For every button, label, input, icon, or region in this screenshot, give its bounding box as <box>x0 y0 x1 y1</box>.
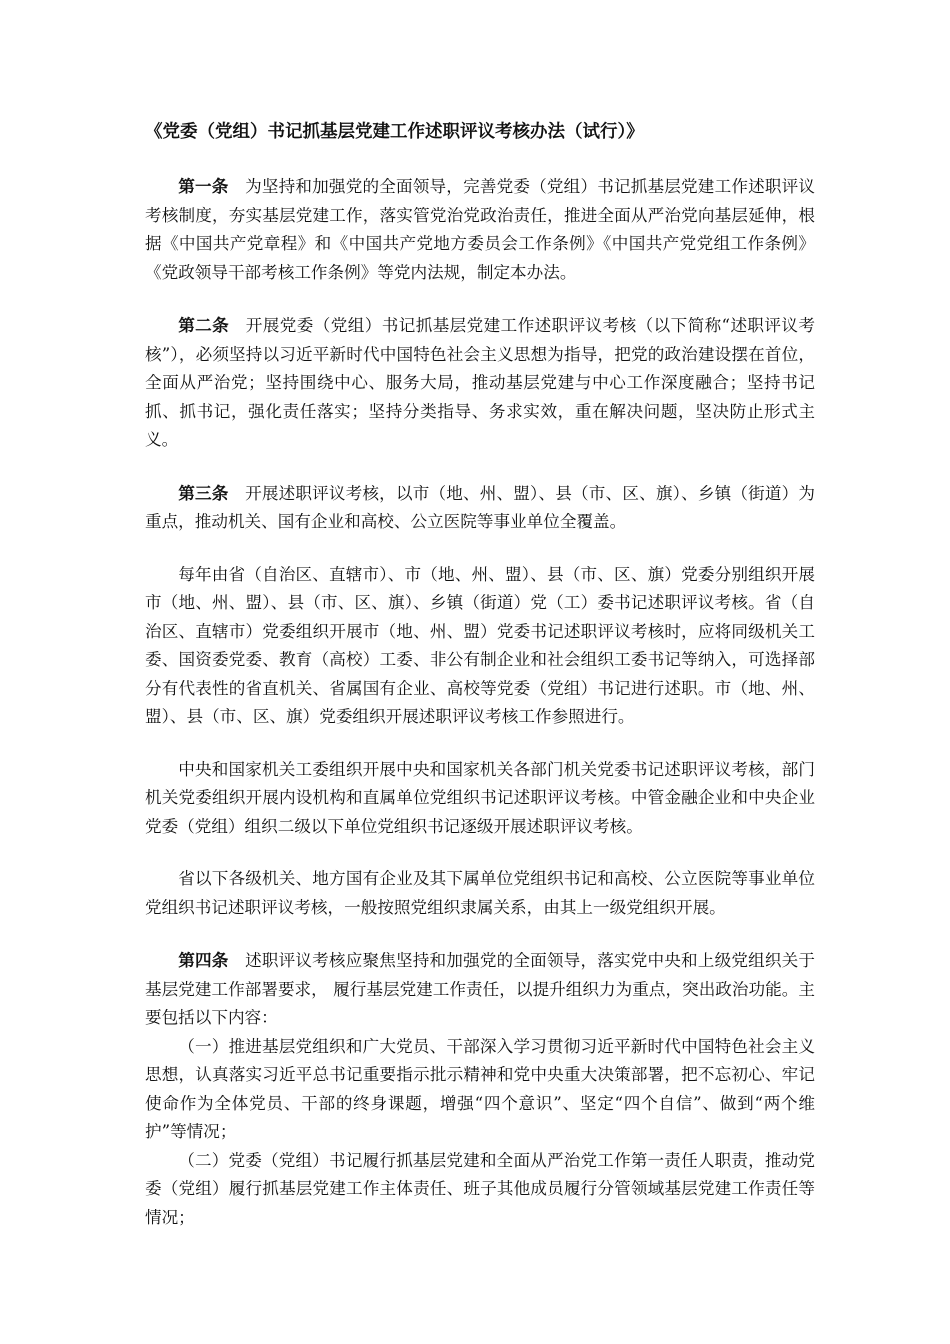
article-1-label: 第一条 <box>178 176 229 196</box>
article-1 <box>145 172 815 287</box>
article-2 <box>145 311 815 455</box>
article-4-item-1: （一）推进基层党组织和广大党员、干部深入学习贯彻习近平新时代中国特色社会主义思想，认真落实习近平总书记重要指示批示精神和党中央重大决策部署，把不忘初心、牢记使命作为全体党员、干部的终身课题，增强“四个意识”、坚定“四个自信”、做到“两个维护”等情况； <box>145 1036 815 1141</box>
article-4-text: 述职评议考核应聚焦坚持和加强党的全面领导，落实党中央和上级党组织关于基层党建工作部署要求， 履行基层党建工作责任，以提升组织力为重点，突出政治功能。主要包括以下内容： <box>145 951 816 1027</box>
article-4 <box>145 946 815 1033</box>
article-2-label: 第二条 <box>178 315 230 335</box>
paragraph-provincial: 每年由省（自治区、直辖市）、市（地、州、盟）、县（市、区、旗）党委分别组织开展市（地、州、盟）、县（市、区、旗）、乡镇（街道）党（工）委书记述职评议考核。省（自治区、直辖市）党委组织开展市（地、州、盟）党委书记述职评议考核时，应将同级机关工委、国资委党委、教育（高校）工委、非公有制企业和社会组织工委书记等纳入，可选择部分有代表性的省直机关、省属国有企业、高校等党委（党组）书记进行述职。市（地、州、盟）、县（市、区、旗）党委组织开展述职评议考核工作参照进行。 <box>145 564 815 726</box>
article-4-item-2: （二）党委（党组）书记履行抓基层党建和全面从严治党工作第一责任人职责，推动党委（党组）履行抓基层党建工作主体责任、班子其他成员履行分管领域基层党建工作责任等情况； <box>145 1150 815 1227</box>
article-3 <box>145 479 815 537</box>
article-4-label: 第四条 <box>178 950 229 970</box>
document-title: 《党委（党组）书记抓基层党建工作述职评议考核办法（试行）》 <box>145 122 644 142</box>
paragraph-central: 中央和国家机关工委组织开展中央和国家机关各部门机关党委书记述职评议考核，部门机关党委组织开展内设机构和直属单位党组织书记述职评议考核。中管金融企业和中央企业党委（党组）组织二级以下单位党组织书记逐级开展述职评议考核。 <box>145 759 815 836</box>
article-1-text: 为坚持和加强党的全面领导，完善党委（党组）书记抓基层党建工作述职评议考核制度，夯实基层党建工作，落实管党治党政治责任，推进全面从严治党向基层延伸，根据《中国共产党章程》和《中国共产党地方委员会工作条例》《中国共产党党组工作条例》《党政领导干部考核工作条例》等党内法规，制定本办法。 <box>145 177 816 282</box>
article-3-label: 第三条 <box>178 482 229 503</box>
document-page <box>145 118 815 1232</box>
paragraph-local: 省以下各级机关、地方国有企业及其下属单位党组织书记和高校、公立医院等事业单位党组织书记述职评议考核，一般按照党组织隶属关系，由其上一级党组织开展。 <box>145 869 815 917</box>
article-2-text: 开展党委（党组）书记抓基层党建工作述职评议考核（以下简称“述职评议考核”），必须坚持以习近平新时代中国特色社会主义思想为指导，把党的政治建设摆在首位，全面从严治党；坚持围绕中心、服务大局，推动基层党建与中心工作深度融合；坚持书记抓、抓书记，强化责任落实；坚持分类指导、务求实效，重在解决问题，坚决防止形式主义。 <box>145 316 816 449</box>
article-3-text: 开展述职评议考核，以市（地、州、盟）、县（市、区、旗）、乡镇（街道）为重点，推动机关、国有企业和高校、公立医院等事业单位全覆盖。 <box>145 483 816 531</box>
